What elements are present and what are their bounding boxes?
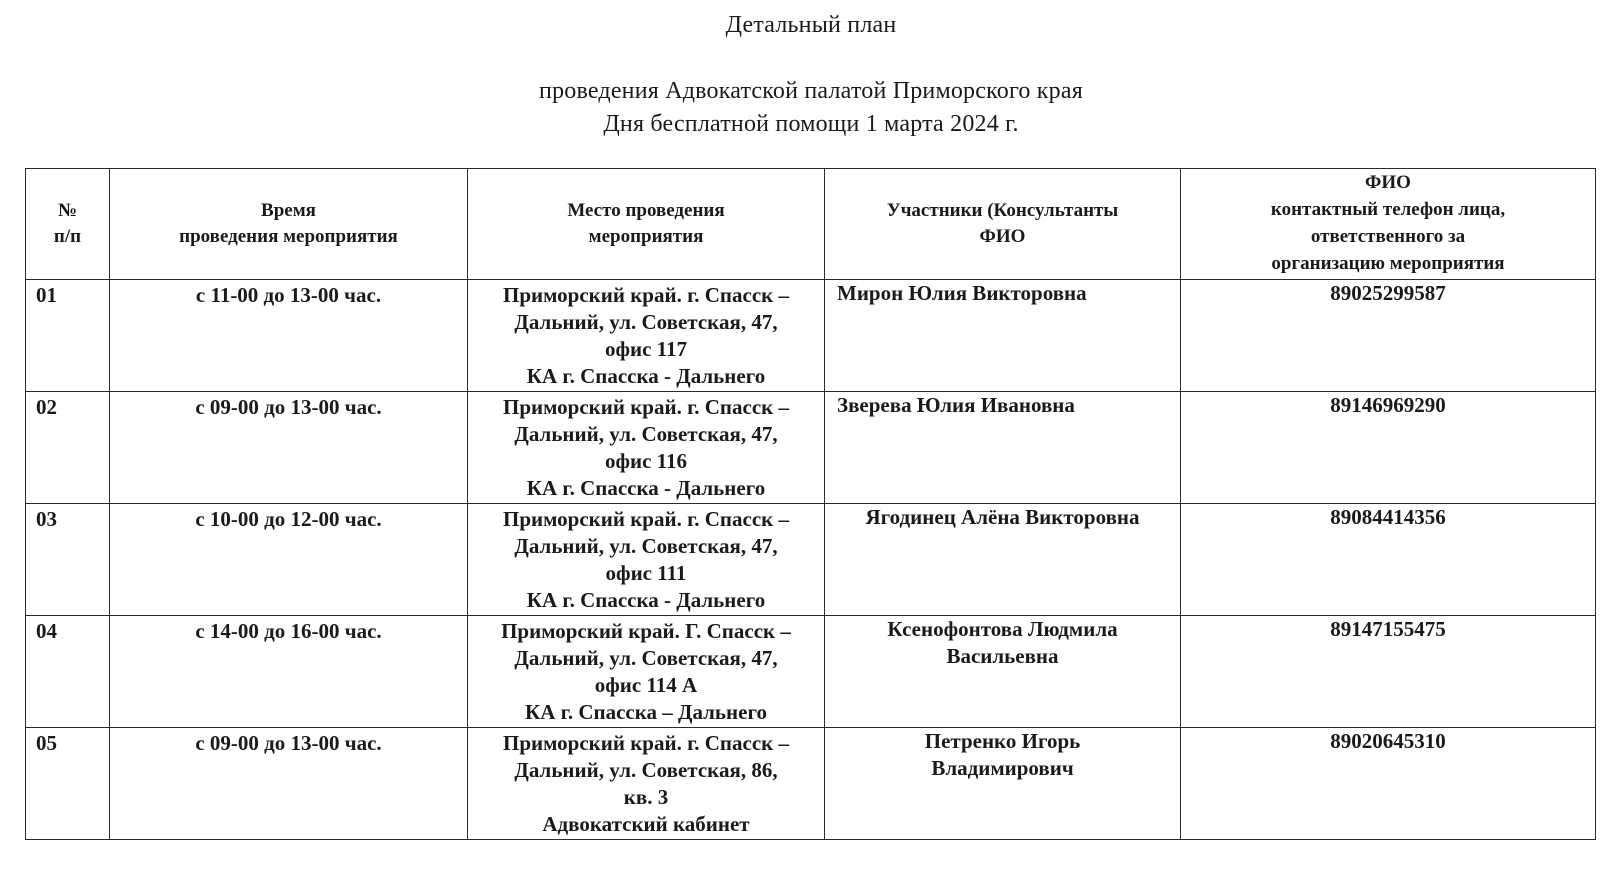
- document-title: Детальный план: [725, 12, 897, 38]
- row-place: Приморский край. г. Спасск – Дальний, ул. Советская, 47, офис 117 КА г. Спасска - Дальнего: [468, 280, 825, 392]
- row-number: 03: [26, 504, 110, 616]
- header-contact: ФИО контактный телефон лица, ответственного за организацию мероприятия: [1181, 169, 1596, 280]
- document-subtitle-line-1: проведения Адвокатской палатой Приморского края: [539, 78, 1083, 104]
- row-participants: Ксенофонтова Людмила Васильевна: [825, 616, 1181, 728]
- table-row: [26, 392, 1596, 504]
- row-phone: 89025299587: [1181, 280, 1596, 392]
- header-time: Время проведения мероприятия: [110, 169, 468, 280]
- row-place: Приморский край. Г. Спасск – Дальний, ул. Советская, 47, офис 114 А КА г. Спасска – Дальнего: [468, 616, 825, 728]
- row-phone: 89084414356: [1181, 504, 1596, 616]
- header-number: № п/п: [26, 169, 110, 280]
- table-row: [26, 728, 1596, 840]
- row-number: 01: [26, 280, 110, 392]
- row-number: 04: [26, 616, 110, 728]
- row-place: Приморский край. г. Спасск – Дальний, ул. Советская, 47, офис 111 КА г. Спасска - Дальнего: [468, 504, 825, 616]
- row-number: 02: [26, 392, 110, 504]
- row-time: с 09-00 до 13-00 час.: [110, 728, 468, 840]
- table-row: [26, 280, 1596, 392]
- row-number: 05: [26, 728, 110, 840]
- table-row: [26, 504, 1596, 616]
- row-phone: 89146969290: [1181, 392, 1596, 504]
- row-phone: 89147155475: [1181, 616, 1596, 728]
- row-place: Приморский край. г. Спасск – Дальний, ул. Советская, 47, офис 116 КА г. Спасска - Дальнего: [468, 392, 825, 504]
- row-place: Приморский край. г. Спасск – Дальний, ул. Советская, 86, кв. 3 Адвокатский кабинет: [468, 728, 825, 840]
- row-time: с 10-00 до 12-00 час.: [110, 504, 468, 616]
- row-participants: Зверева Юлия Ивановна: [825, 392, 1181, 504]
- event-plan-table: [25, 168, 1596, 840]
- header-participants: Участники (Консультанты ФИО: [825, 169, 1181, 280]
- row-time: с 11-00 до 13-00 час.: [110, 280, 468, 392]
- table-row: [26, 616, 1596, 728]
- row-time: с 09-00 до 13-00 час.: [110, 392, 468, 504]
- row-participants: Петренко Игорь Владимирович: [825, 728, 1181, 840]
- document-subtitle-line-2: Дня бесплатной помощи 1 марта 2024 г.: [603, 111, 1019, 137]
- header-place: Место проведения мероприятия: [468, 169, 825, 280]
- row-participants: Ягодинец Алёна Викторовна: [825, 504, 1181, 616]
- row-phone: 89020645310: [1181, 728, 1596, 840]
- table-header-row: [26, 169, 1596, 280]
- row-time: с 14-00 до 16-00 час.: [110, 616, 468, 728]
- row-participants: Мирон Юлия Викторовна: [825, 280, 1181, 392]
